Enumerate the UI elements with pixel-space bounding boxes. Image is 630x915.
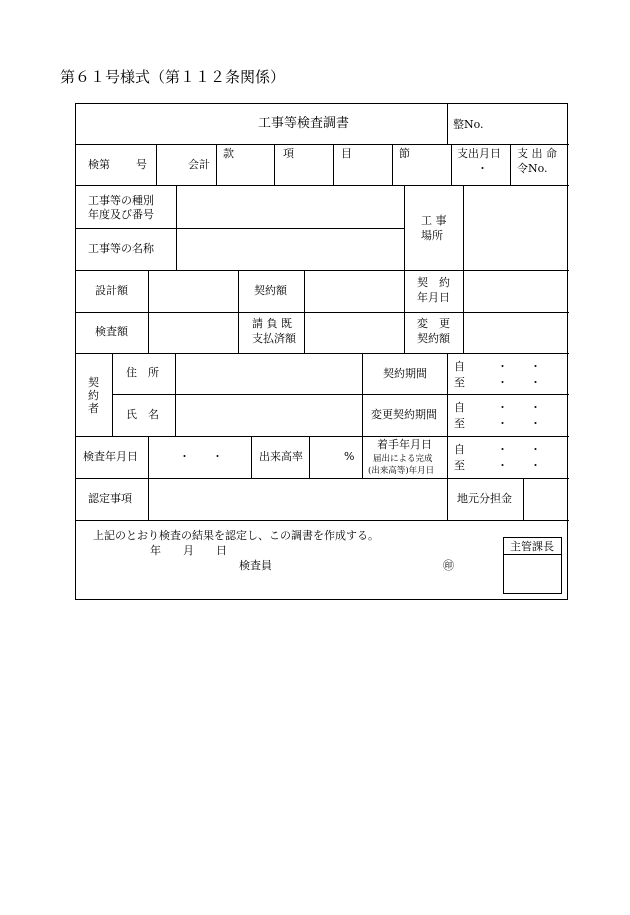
date-line: 年 月 日 [150,544,227,557]
henkou-kikan-to: 至 [454,417,465,430]
shukan-kachou-label: 主管課長 [510,540,554,553]
percent-label: % [344,450,355,463]
henkou-kikan-from-dots: ・ ・ [497,401,541,414]
kouji-shubetsu-label-1: 工事等の種別 [88,194,154,207]
keiyakusha-label-3: 者 [88,402,99,415]
seiri-no-label: 整No. [453,118,484,131]
todoke-label-2: (出来高等)年月日 [368,466,435,476]
dekidaka-label: 出来高率 [259,450,303,463]
form-title: 工事等検査調書 [258,116,350,131]
shishutsu-date-label: 支出月日 [457,147,501,160]
moku-label: 目 [341,147,352,160]
shishutsu-mei-label-1: 支 出 命 [517,147,557,160]
keiyaku-kikan-from-dots: ・ ・ [497,360,541,373]
jusho-label: 住 所 [126,366,159,379]
todoke-label-1: 届出による完成 [373,454,433,464]
keiyaku-kikan-label: 契約期間 [383,367,427,380]
inspection-report-form [75,103,568,600]
jimoto-label: 地元分担金 [457,492,512,505]
chakushu-to: 至 [454,459,465,472]
sekkei-gaku-label: 設計額 [95,284,128,297]
kensa-date-label: 検査年月日 [83,450,138,463]
shishutsu-mei-label-2: 令No. [517,162,548,175]
chakushu-from-dots: ・ ・ [497,443,541,456]
nintei-label: 認定事項 [88,492,132,505]
kouji-shubetsu-label-2: 年度及び番号 [88,208,154,221]
henkou-kikan-label: 変更契約期間 [371,408,437,421]
keiyaku-kikan-from: 自 [454,360,465,373]
chakushu-from: 自 [454,443,465,456]
go-label: 号 [136,158,147,171]
ukeoi-label-1: 請 負 既 [252,317,292,330]
seal-mark: ㊞ [443,559,454,572]
kou-label: 項 [283,147,294,160]
keiyakusha-label-1: 契 [88,376,99,389]
kan-label: 款 [223,147,234,160]
henkou-label-1: 変 更 [417,317,450,330]
statement-text: 上記のとおり検査の結果を認定し、この調書を作成する。 [93,529,379,542]
keiyaku-kikan-to-dots: ・ ・ [497,376,541,389]
kouji-basho-label-1: 工 事 [421,214,447,227]
chakushu-label: 着手年月日 [377,438,432,451]
keiyaku-kikan-to: 至 [454,376,465,389]
shishutsu-date-dot: ・ [477,162,488,175]
kensa-gaku-label: 検査額 [95,325,128,338]
keiyaku-ymd-label-2: 年月日 [417,291,450,304]
shimei-label: 氏 名 [126,408,159,421]
shukan-kachou-stamp-box [503,537,562,594]
henkou-kikan-to-dots: ・ ・ [497,417,541,430]
chakushu-to-dots: ・ ・ [497,459,541,472]
ukeoi-label-2: 支払済額 [252,332,296,345]
kensa-dai-label: 検第 [88,158,110,171]
kouji-basho-label-2: 場所 [421,229,443,242]
henkou-kikan-from: 自 [454,401,465,414]
form-number-heading: 第６１号様式（第１１２条関係） [60,68,286,86]
kensain-label: 検査員 [239,559,272,572]
kaikei-label: 会計 [188,158,210,171]
keiyaku-gaku-label: 契約額 [254,284,287,297]
keiyakusha-label-2: 約 [88,389,99,402]
kensa-date-dots: ・ ・ [179,450,223,463]
setsu-label: 節 [399,147,410,160]
keiyaku-ymd-label-1: 契 約 [417,276,450,289]
henkou-label-2: 契約額 [417,332,450,345]
kouji-meishou-label: 工事等の名称 [88,242,154,255]
